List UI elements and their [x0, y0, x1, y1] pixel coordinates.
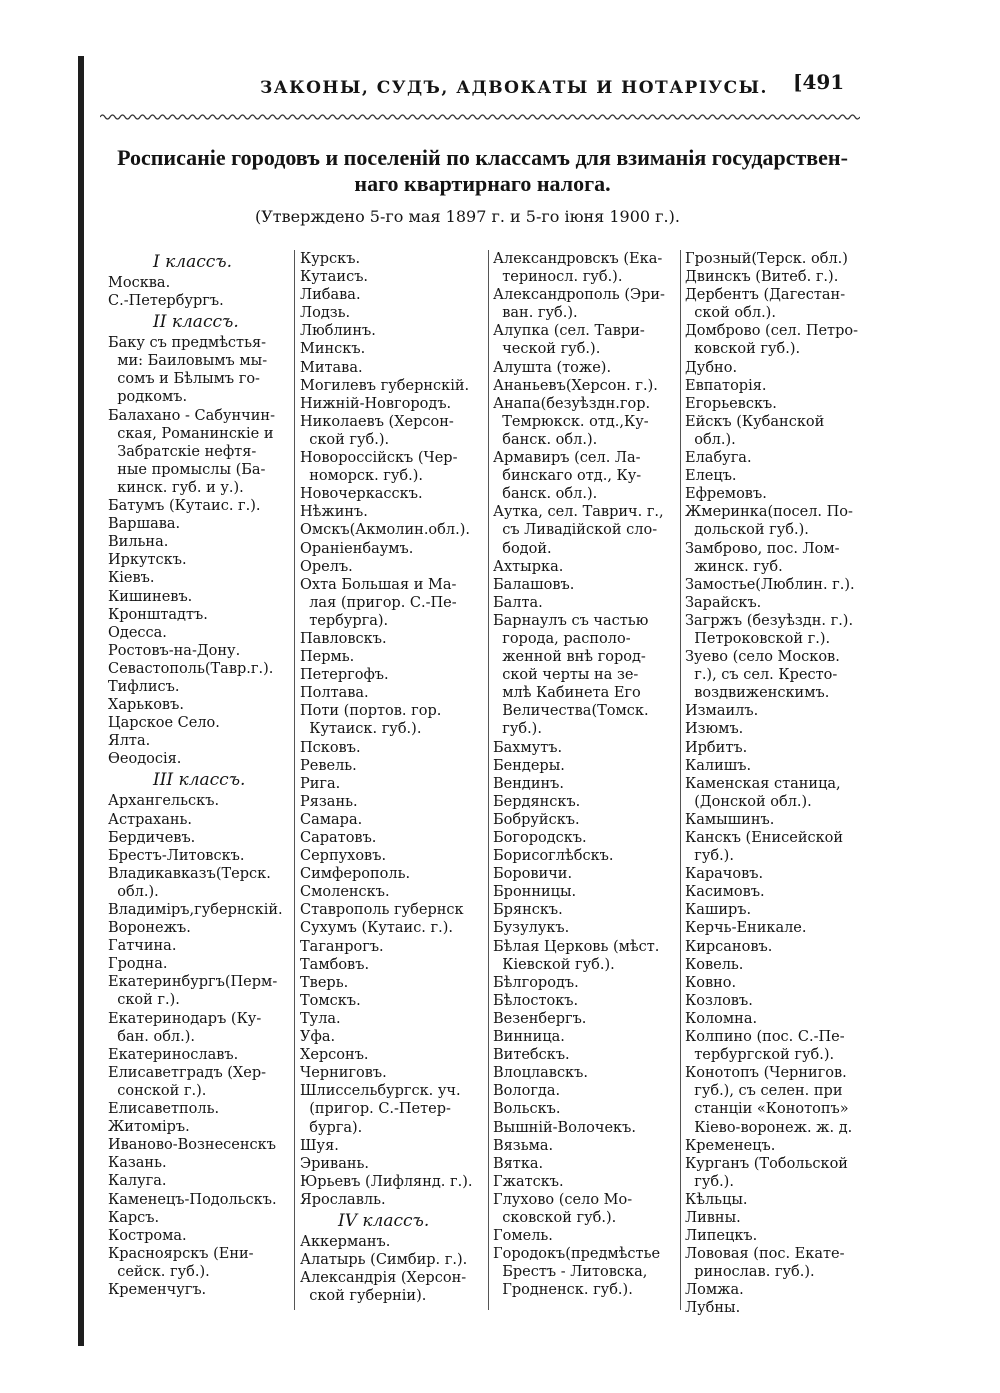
place-entry: Петергофъ. — [300, 667, 389, 684]
place-entry: Поти (портов. гор. — [300, 703, 442, 720]
place-entry: бодой. — [493, 540, 552, 557]
column-3 — [493, 250, 683, 1299]
place-entry: Гжатскъ. — [493, 1173, 564, 1190]
place-entry: тербургской губ.). — [685, 1047, 835, 1064]
place-entry: Либава. — [300, 287, 361, 304]
place-entry: ные промыслы (Ба- — [108, 461, 266, 478]
place-entry: Кирсановъ. — [685, 938, 773, 955]
place-entry: лая (пригор. С.-Пе- — [300, 594, 457, 611]
approval-note: (Утверждено 5-го мая 1897 г. и 5-го іюня 1900 г.). — [255, 207, 680, 226]
place-entry: Ломжа. — [685, 1282, 744, 1299]
place-entry: Павловскъ. — [300, 630, 387, 647]
place-entry: Калуга. — [108, 1173, 167, 1190]
place-entry: ской г.). — [108, 992, 180, 1009]
place-entry: Казань. — [108, 1155, 167, 1172]
place-entry: Измаилъ. — [685, 703, 759, 720]
place-entry: Серпуховъ. — [300, 848, 387, 865]
place-entry: Николаевъ (Херсон- — [300, 413, 454, 430]
place-entry: Кронштадтъ. — [108, 606, 208, 623]
place-entry: Забратскіе нефтя- — [108, 443, 257, 460]
place-entry: Грозный(Терск. обл.) — [685, 251, 848, 267]
place-entry: Ставрополь губернск — [300, 902, 464, 919]
place-entry: Тверь. — [300, 974, 349, 991]
place-entry: ми: Баиловымъ мы- — [108, 353, 268, 370]
place-entry: Темрюкск. отд.,Ку- — [493, 413, 649, 430]
place-entry: Бѣлостокъ. — [493, 992, 579, 1009]
place-entry: Елецъ. — [685, 468, 737, 485]
place-entry: Алушта (тоже). — [493, 359, 612, 376]
place-entry: Брянскъ. — [493, 902, 563, 919]
place-entry: Каменская станица, — [685, 775, 841, 792]
place-entry: Варшава. — [108, 516, 181, 533]
place-entry: Уфа. — [300, 1029, 336, 1046]
place-entry: Брестъ-Литовскъ. — [108, 847, 245, 864]
place-entry: Вышній-Волочекъ. — [493, 1119, 636, 1136]
place-entry: Елисаветградъ (Хер- — [108, 1064, 267, 1081]
place-entry: кинск. губ. и у.). — [108, 479, 244, 496]
place-entry: Кутаиск. губ.). — [300, 721, 422, 738]
place-entry: Замостье(Люблин. г.). — [685, 576, 855, 593]
place-entry: Минскъ. — [300, 341, 366, 358]
place-entry: ской обл.). — [685, 305, 776, 322]
place-entry: Елисаветполь. — [108, 1101, 220, 1118]
place-entry: Касимовъ. — [685, 884, 765, 901]
place-entry: Митава. — [300, 359, 363, 376]
place-entry: Иваново-Вознесенскъ — [108, 1137, 276, 1154]
place-entry: Винница. — [493, 1029, 565, 1046]
place-entry: Тула. — [300, 1010, 341, 1027]
place-entry: Царское Село. — [108, 715, 220, 732]
place-entry: ской губерніи). — [300, 1288, 427, 1305]
place-entry: Рязань. — [300, 793, 358, 810]
place-entry: Красноярскъ (Ени- — [108, 1245, 254, 1262]
place-entry: Кіево-воронеж. ж. д. — [685, 1119, 853, 1136]
place-entry: Влоцлавскъ. — [493, 1065, 588, 1082]
place-entry: Гродненск. губ.). — [493, 1282, 633, 1299]
place-entry: Курганъ (Тобольской — [685, 1155, 848, 1172]
place-entry: Балашовъ. — [493, 576, 575, 593]
place-entry: Кіевской губ.). — [493, 956, 615, 973]
place-entry: Новороссійскъ (Чер- — [300, 450, 458, 467]
place-entry: Балта. — [493, 594, 543, 611]
place-entry: тербурга). — [300, 612, 389, 629]
place-entry: родкомъ. — [108, 389, 188, 406]
place-entry: ской губ.). — [300, 431, 390, 448]
place-entry: Алупка (сел. Таври- — [493, 323, 645, 340]
column-rule — [294, 250, 295, 1310]
place-entry: сомъ и Бѣлымъ го- — [108, 371, 260, 388]
place-entry: Бендеры. — [493, 757, 565, 774]
place-entry: Бузулукъ. — [493, 920, 570, 937]
place-entry: Батумъ (Кутаис. г.). — [108, 498, 261, 515]
place-entry: Баку съ предмѣстья- — [108, 335, 267, 352]
place-entry: бурга). — [300, 1119, 363, 1136]
place-entry: губ.). — [685, 848, 734, 865]
place-entry: губ.). — [493, 721, 542, 738]
place-entry: ская, Романинскіе и — [108, 425, 274, 442]
running-head: ЗАКОНЫ, СУДЪ, АДВОКАТЫ И НОТАРІУСЫ. — [260, 78, 768, 98]
place-entry: Александрія (Херсон- — [300, 1270, 467, 1287]
place-entry: Боровичи. — [493, 866, 573, 883]
place-entry: Рига. — [300, 775, 341, 792]
place-entry: Вольскъ. — [493, 1101, 561, 1118]
place-entry: Елабуга. — [685, 450, 752, 467]
place-entry: Лововая (пос. Екате- — [685, 1246, 845, 1263]
place-entry: ской черты на зе- — [493, 667, 639, 684]
place-entry: Александрополь (Эри- — [493, 287, 665, 304]
place-entry: обл.). — [685, 431, 736, 448]
place-entry: Кострома. — [108, 1227, 187, 1244]
place-entry: Гомель. — [493, 1228, 553, 1245]
place-entry: Смоленскъ. — [300, 884, 390, 901]
place-entry: Ананьевъ(Херсон. г.). — [493, 377, 658, 394]
place-entry: Глухово (село Мо- — [493, 1191, 633, 1208]
place-entry: жинск. губ. — [685, 558, 783, 575]
place-entry: Новочеркасскъ. — [300, 486, 423, 503]
place-entry: Ковель. — [685, 956, 744, 973]
place-entry: Екатеринодаръ (Ку- — [108, 1010, 262, 1027]
place-entry: Бахмутъ. — [493, 739, 563, 756]
place-entry: Симферополь. — [300, 866, 411, 883]
place-entry: Орелъ. — [300, 558, 353, 575]
place-entry: Керчь-Еникале. — [685, 920, 807, 937]
place-entry: Вязьма. — [493, 1137, 554, 1154]
place-entry: Кишиневъ. — [108, 588, 193, 605]
place-entry: Зарайскъ. — [685, 594, 762, 611]
place-entry: Ревель. — [300, 757, 357, 774]
place-entry: Александровскъ (Ека- — [493, 251, 663, 267]
place-entry: женной внѣ город- — [493, 649, 646, 666]
place-entry: Вятка. — [493, 1155, 544, 1172]
page-number: [491 — [793, 70, 845, 94]
place-entry: Томскъ. — [300, 992, 361, 1009]
place-entry: С.-Петербургъ. — [108, 293, 224, 310]
place-entry: Ливны. — [685, 1209, 741, 1226]
place-entry: Бердянскъ. — [493, 793, 581, 810]
place-entry: Коломна. — [685, 1010, 758, 1027]
place-entry: Екатеринославъ. — [108, 1046, 239, 1063]
column-1 — [108, 250, 290, 1299]
place-entry: Архангельскъ. — [108, 793, 220, 810]
place-entry: Везенбергъ. — [493, 1010, 587, 1027]
place-entry: Замброво, пос. Лом- — [685, 540, 840, 557]
place-entry: Липецкъ. — [685, 1228, 758, 1245]
place-entry: Колпино (пос. С.-Пе- — [685, 1029, 845, 1046]
place-entry: Сухумъ (Кутаис. г.). — [300, 920, 454, 937]
place-entry: губ.). — [685, 1173, 734, 1190]
place-entry: бинскаго отд., Ку- — [493, 468, 642, 485]
table-title — [95, 145, 870, 197]
page-binding-edge — [78, 56, 84, 1346]
place-entry: Кѣльцы. — [685, 1191, 748, 1208]
place-entry: Кутаисъ. — [300, 269, 369, 286]
place-entry: Владикавказъ(Терск. — [108, 865, 271, 882]
place-entry: Охта Большая и Ма- — [300, 576, 457, 593]
place-entry: Люблинъ. — [300, 323, 376, 340]
place-entry: Загржъ (безуѣздн. г.). — [685, 612, 854, 629]
place-entry: Жмеринка(посел. По- — [685, 504, 853, 521]
place-entry: сейск. губ.). — [108, 1263, 210, 1280]
place-entry: млѣ Кабинета Его — [493, 685, 641, 702]
place-entry: Омскъ(Акмолин.обл.). — [300, 522, 470, 539]
place-entry: Аккерманъ. — [300, 1233, 391, 1250]
place-entry: Брестъ - Литовска, — [493, 1264, 648, 1281]
place-entry: Лодзь. — [300, 305, 351, 322]
place-entry: Аутка, сел. Таврич. г., — [493, 504, 664, 521]
place-entry: Таганрогъ. — [300, 938, 384, 955]
place-entry: Гатчина. — [108, 938, 177, 955]
place-entry: Егорьевскъ. — [685, 395, 777, 412]
place-entry: Могилевъ губернскій. — [300, 377, 470, 394]
place-entry: Одесса. — [108, 624, 167, 641]
place-entry: Ялта. — [108, 733, 151, 750]
place-entry: Анапа(безуѣздн.гор. — [493, 395, 651, 412]
place-entry: Шлиссельбургск. уч. — [300, 1083, 461, 1100]
place-entry: Ахтырка. — [493, 558, 564, 575]
place-entry: сонской г.). — [108, 1082, 207, 1099]
place-entry: Эривань. — [300, 1155, 370, 1172]
place-entry: Кременецъ. — [685, 1137, 776, 1154]
place-entry: (Донской обл.). — [685, 793, 812, 810]
place-entry: станціи «Конотопъ» — [685, 1101, 849, 1118]
place-entry: ческой губ.). — [493, 341, 601, 358]
place-entry: номорск. губ.). — [300, 468, 424, 485]
place-entry: Лубны. — [685, 1300, 741, 1317]
place-entry: Дербентъ (Дагестан- — [685, 287, 846, 304]
place-entry: Камышинъ. — [685, 811, 775, 828]
place-entry: Иркутскъ. — [108, 552, 187, 569]
place-entry: Севастополь(Тавр.г.). — [108, 660, 274, 677]
place-entry: Вендинъ. — [493, 775, 564, 792]
place-entry: Канскъ (Енисейской — [685, 830, 844, 846]
place-entry: Ефремовъ. — [685, 486, 767, 503]
place-entry: Харьковъ. — [108, 697, 184, 714]
place-entry: териносл. губ.). — [493, 269, 623, 286]
place-entry: Курскъ. — [300, 251, 361, 267]
place-entry: Ярославль. — [300, 1191, 386, 1208]
place-entry: Величества(Томск. — [493, 703, 649, 720]
place-entry: Борисоглѣбскъ. — [493, 848, 614, 865]
place-entry: Псковъ. — [300, 739, 361, 756]
place-entry: Бѣлая Церковь (мѣст. — [493, 938, 660, 955]
place-entry: Ѳеодосія. — [108, 751, 182, 768]
class-heading: I классъ. — [153, 252, 233, 272]
place-entry: Кіевъ. — [108, 570, 155, 587]
place-entry: банск. обл.). — [493, 486, 598, 503]
place-entry: Барнаулъ съ частью — [493, 612, 649, 629]
place-entry: Зуево (село Москов. — [685, 649, 840, 666]
place-entry: Тамбовъ. — [300, 956, 370, 973]
place-entry: Тифлисъ. — [108, 678, 180, 695]
place-entry: Дубно. — [685, 359, 738, 376]
place-entry: Двинскъ (Витеб. г.). — [685, 269, 839, 286]
place-entry: Каширъ. — [685, 902, 752, 919]
place-entry: обл.). — [108, 883, 159, 900]
place-entry: Самара. — [300, 811, 363, 828]
wavy-divider — [100, 110, 860, 124]
place-entry: Вологда. — [493, 1083, 561, 1100]
class-heading: IV классъ. — [338, 1210, 430, 1231]
place-entry: ринослав. губ.). — [685, 1264, 815, 1281]
place-entry: города, располо- — [493, 630, 631, 647]
class-heading: II классъ. — [153, 312, 239, 333]
place-entry: ван. губ.). — [493, 305, 578, 322]
place-entry: Юрьевъ (Лифлянд. г.). — [300, 1173, 473, 1190]
place-entry: Шуя. — [300, 1137, 339, 1154]
place-entry: Алатырь (Симбир. г.). — [300, 1252, 468, 1269]
place-entry: Калишъ. — [685, 757, 752, 774]
place-entry: Армавиръ (сел. Ла- — [493, 450, 641, 467]
place-entry: Козловъ. — [685, 992, 753, 1009]
place-entry: Астрахань. — [108, 811, 193, 828]
place-entry: Ейскъ (Кубанской — [685, 413, 825, 430]
place-entry: воздвиженскимъ. — [685, 685, 830, 702]
place-entry: Владиміръ,губернскій. — [108, 902, 283, 918]
place-entry: Херсонъ. — [300, 1047, 369, 1064]
place-entry: Гродна. — [108, 956, 168, 973]
place-entry: Нѣжинъ. — [300, 504, 368, 521]
place-entry: дольской губ.). — [685, 522, 809, 539]
place-entry: Черниговъ. — [300, 1065, 387, 1082]
column-2 — [300, 250, 486, 1305]
place-entry: Карачовъ. — [685, 866, 764, 883]
class-heading: III классъ. — [153, 770, 246, 791]
place-entry: Кременчугъ. — [108, 1281, 207, 1298]
column-rule — [488, 250, 489, 1310]
place-entry: Изюмъ. — [685, 721, 744, 738]
place-entry: Балахано - Сабунчин- — [108, 407, 275, 424]
place-entry: Бѣлгородъ. — [493, 974, 579, 991]
place-entry: Домброво (сел. Петро- — [685, 323, 858, 340]
place-entry: Москва. — [108, 275, 171, 291]
place-entry: Ирбитъ. — [685, 739, 748, 756]
place-entry: бан. обл.). — [108, 1028, 196, 1045]
place-entry: банск. обл.). — [493, 431, 598, 448]
place-entry: Евпаторія. — [685, 377, 767, 394]
place-entry: Бронницы. — [493, 884, 577, 901]
place-entry: Житоміръ. — [108, 1119, 190, 1136]
column-4 — [685, 250, 875, 1318]
place-entry: Каменецъ-Подольскъ. — [108, 1191, 277, 1208]
place-entry: Пермь. — [300, 649, 355, 666]
place-entry: ковской губ.). — [685, 341, 801, 358]
place-entry: Городокъ(предмѣстье — [493, 1246, 661, 1263]
title-line-2: наго квартирнаго налога. — [354, 171, 611, 196]
place-entry: Петроковской г.). — [685, 630, 831, 647]
place-entry: (пригор. С.-Петер- — [300, 1101, 451, 1118]
place-entry: Бердичевъ. — [108, 829, 196, 846]
place-entry: Ораніенбаумъ. — [300, 540, 414, 557]
place-entry: Карсъ. — [108, 1209, 160, 1226]
place-entry: г.), съ сел. Кресто- — [685, 667, 838, 684]
place-entry: Витебскъ. — [493, 1047, 570, 1064]
place-entry: Екатеринбургъ(Перм- — [108, 974, 278, 991]
place-entry: Полтава. — [300, 685, 369, 702]
title-line-1: Росписаніе городовъ и поселеній по классамъ для взиманія государствен- — [117, 145, 848, 170]
place-entry: Богородскъ. — [493, 830, 587, 846]
place-entry: Нижній-Новгородъ. — [300, 395, 452, 412]
place-entry: Вильна. — [108, 534, 169, 551]
place-entry: сковской губ.). — [493, 1209, 617, 1226]
place-entry: Ковно. — [685, 974, 737, 991]
place-entry: Воронежъ. — [108, 920, 191, 937]
place-entry: съ Ливадійской сло- — [493, 522, 658, 539]
place-entry: губ.), съ селен. при — [685, 1083, 843, 1100]
place-entry: Саратовъ. — [300, 830, 377, 846]
place-entry: Конотопъ (Чернигов. — [685, 1065, 847, 1082]
place-entry: Бобруйскъ. — [493, 811, 580, 828]
place-entry: Ростовъ-на-Дону. — [108, 642, 241, 659]
